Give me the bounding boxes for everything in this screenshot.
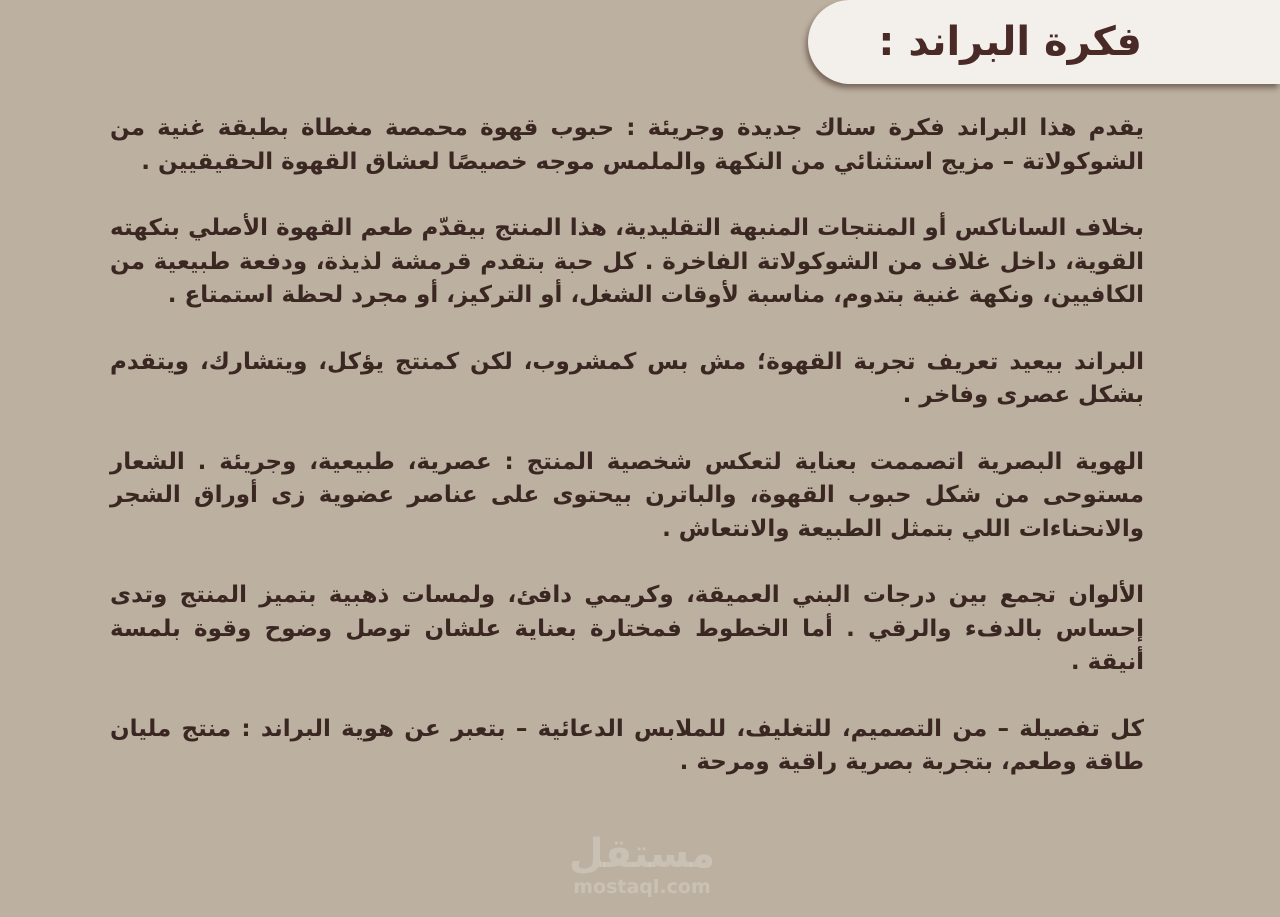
watermark-arabic: مستقل <box>568 831 716 877</box>
paragraph-summary: كل تفصيلة – من التصميم، للتغليف، للملابس الدعائية – بتعبر عن هوية البراند : منتج مليان طاقة وطعم، بتجربة بصرية راقية ومرحة . <box>110 715 1144 775</box>
watermark-latin: mostaql.com <box>573 876 711 898</box>
paragraph-colors-fonts: الألوان تجمع بين درجات البني العميقة، وكريمي دافئ، ولمسات ذهبية بتميز المنتج وتدى إحساس بالدفء والرقي . أما الخطوط فمختارة بعناية علشان توصل وضوح وقوة بلمسة أنيقة . <box>110 582 1144 675</box>
paragraph-redefine: البراند بيعيد تعريف تجربة القهوة؛ مش بس كمشروب، لكن كمنتج يؤكل، ويتشارك، ويتقدم بشكل عصرى وفاخر . <box>110 348 1144 408</box>
title-tab <box>808 0 1280 84</box>
paragraph-difference: بخلاف الساناكس أو المنتجات المنبهة التقليدية، هذا المنتج بيقدّم طعم القهوة الأصلي بنكهته القوية، داخل غلاف من الشوكولاتة الفاخرة . كل حبة بتقدم قرمشة لذيذة، ودفعة طبيعية من الكافيين، ونكهة غنية بتدوم، مناسبة لأوقات الشغل، أو التركيز، أو مجرد لحظة استمتاع . <box>110 215 1144 308</box>
page-title: فكرة البراند : <box>878 19 1142 65</box>
document-body <box>110 112 1144 813</box>
paragraph-visual-identity: الهوية البصرية اتصممت بعناية لتعكس شخصية المنتج : عصرية، طبيعية، وجريئة . الشعار مستوحى من شكل حبوب القهوة، والباترن بيحتوى على عناصر عضوية زى أوراق الشجر والانحناءات اللي بتمثل الطبيعة والانتعاش . <box>110 448 1144 542</box>
mostaql-watermark <box>562 832 722 898</box>
paragraph-intro: يقدم هذا البراند فكرة سناك جديدة وجريئة : حبوب قهوة محمصة مغطاة بطبقة غنية من الشوكولاتة – مزيج استثنائي من النكهة والملمس موجه خصيصًا لعشاق القهوة الحقيقيين . <box>110 115 1144 175</box>
